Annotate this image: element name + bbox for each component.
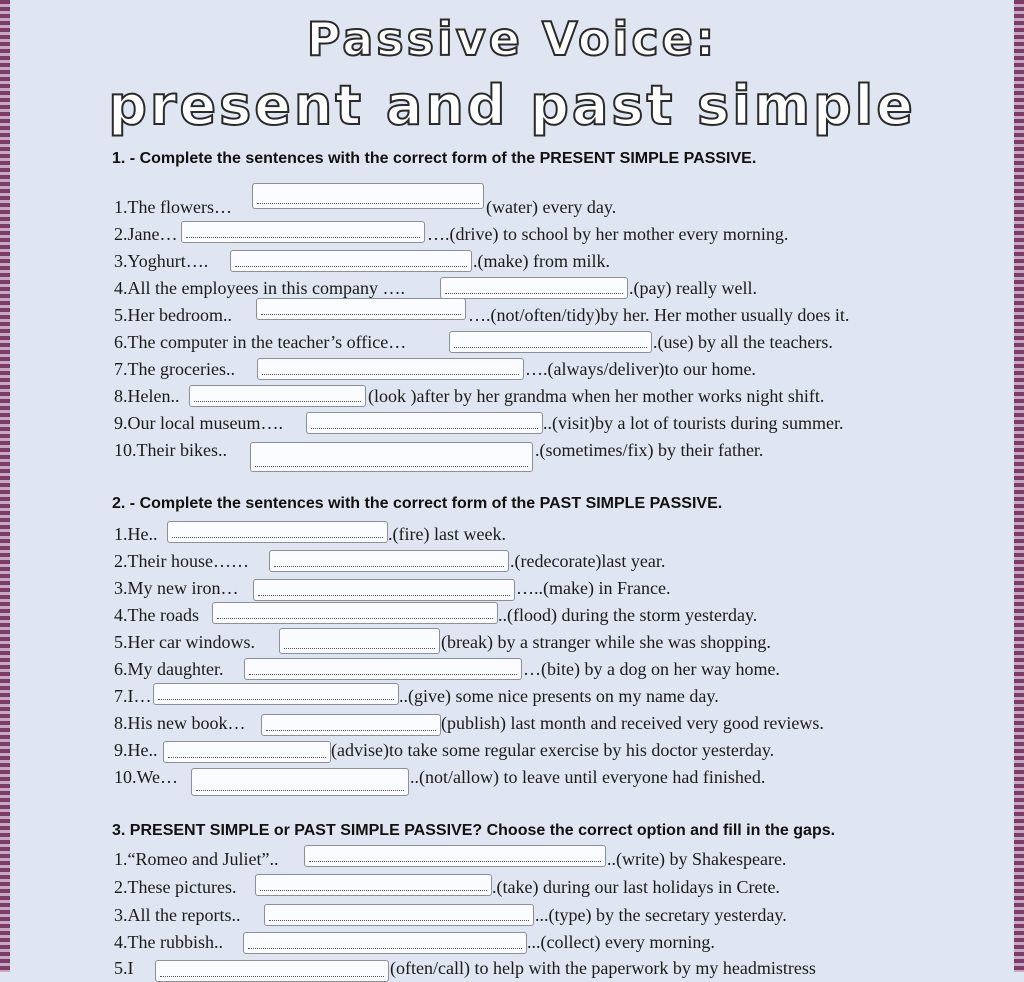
answer-gap-1-1[interactable] [252,183,484,209]
exercise-2-6-rest: …(bite) by a dog on her way home. [523,659,780,679]
exercise-1-1-rest: (water) every day. [486,197,617,217]
exercise-1-6-rest: .(use) by all the teachers. [653,332,833,352]
exercise-2-2-rest: .(redecorate)last year. [510,551,666,571]
exercise-1-7-rest: ….(always/deliver)to our home. [525,359,756,379]
exercise-2-1: 1.He.. [114,524,158,544]
exercise-2-7-rest: ..(give) some nice presents on my name day. [399,686,719,706]
answer-gap-2-2[interactable] [269,550,509,572]
answer-gap-1-2[interactable] [181,221,425,243]
exercise-2-3: 3.My new iron… [114,578,239,598]
exercise-1-3: 3.Yoghurt…. [114,251,209,271]
answer-gap-2-3[interactable] [253,579,515,601]
exercise-2-6: 6.My daughter. [114,659,224,679]
exercise-1-4: 4.All the employees in this company …. [114,278,405,298]
exercise-1-8-rest: (look )after by her grandma when her mother works night shift. [368,386,825,406]
exercise-1-4-rest: .(pay) really well. [629,278,757,298]
answer-gap-2-6[interactable] [244,658,522,680]
exercise-1-9: 9.Our local museum…. [114,413,283,433]
exercise-3-5-rest: (often/call) to help with the paperwork by my headmistress [390,958,816,978]
section-1-heading: 1. - Complete the sentences with the correct form of the PRESENT SIMPLE PASSIVE. [112,150,757,167]
exercise-2-4-rest: ..(flood) during the storm yesterday. [498,605,758,625]
exercise-2-5-rest: (break) by a stranger while she was shopping. [441,632,771,652]
exercise-2-9-rest: (advise)to take some regular exercise by his doctor yesterday. [331,740,775,760]
section-3-heading: 3. PRESENT SIMPLE or PAST SIMPLE PASSIVE? Choose the correct option and fill in the gaps. [112,822,836,839]
exercise-2-8-rest: (publish) last month and received very good reviews. [441,713,824,733]
exercise-1-5-rest: ….(not/often/tidy)by her. Her mother usually does it. [468,305,850,325]
exercise-3-2: 2.These pictures. [114,877,237,897]
exercise-3-1-rest: ..(write) by Shakespeare. [607,849,787,869]
exercise-1-10-rest: .(sometimes/fix) by their father. [535,440,764,460]
answer-gap-2-5[interactable] [279,628,440,654]
answer-gap-1-9[interactable] [306,412,543,434]
exercise-1-9-rest: ..(visit)by a lot of tourists during summer. [543,413,844,433]
answer-gap-2-7[interactable] [153,683,399,705]
answer-gap-2-9[interactable] [163,741,331,763]
exercise-2-10: 10.We… [114,767,179,787]
exercise-2-7: 7.I… [114,686,152,706]
exercise-3-2-rest: .(take) during our last holidays in Crete. [492,877,780,897]
exercise-1-8: 8.Helen.. [114,386,180,406]
exercise-1-3-rest: .(make) from milk. [473,251,610,271]
exercise-2-5: 5.Her car windows. [114,632,255,652]
exercise-2-4: 4.The roads [114,605,199,625]
exercise-2-8: 8.His new book… [114,713,246,733]
exercise-1-10: 10.Their bikes.. [114,440,227,460]
answer-gap-3-5[interactable] [155,960,389,982]
exercise-1-2-rest: ….(drive) to school by her mother every morning. [427,224,789,244]
exercise-3-1: 1.“Romeo and Juliet”.. [114,849,279,869]
answer-gap-2-10[interactable] [191,768,409,796]
exercise-3-4: 4.The rubbish.. [114,932,223,952]
answer-gap-1-3[interactable] [230,250,472,272]
answer-gap-3-4[interactable] [243,932,527,954]
exercise-3-5: 5.I [114,958,134,978]
answer-gap-1-6[interactable] [449,331,652,353]
answer-gap-1-5[interactable] [256,298,466,320]
answer-gap-2-4[interactable] [212,602,498,624]
exercise-1-2: 2.Jane… [114,224,178,244]
right-decorative-border [1014,0,1024,972]
exercise-2-1-rest: .(fire) last week. [388,524,506,544]
answer-gap-1-7[interactable] [257,358,524,380]
answer-gap-3-3[interactable] [264,904,534,926]
left-decorative-border [0,0,10,972]
exercise-2-10-rest: ..(not/allow) to leave until everyone had finished. [410,767,766,787]
exercise-2-3-rest: …..(make) in France. [516,578,671,598]
exercise-1-7: 7.The groceries.. [114,359,235,379]
exercise-1-5: 5.Her bedroom.. [114,305,232,325]
answer-gap-1-8[interactable] [189,385,366,407]
worksheet-title-line-1: Passive Voice: [306,12,718,66]
exercise-2-9: 9.He.. [114,740,158,760]
exercise-3-3-rest: ...(type) by the secretary yesterday. [535,905,787,925]
section-2-heading: 2. - Complete the sentences with the correct form of the PAST SIMPLE PASSIVE. [112,495,723,512]
answer-gap-3-2[interactable] [255,874,492,896]
exercise-1-1: 1.The flowers… [114,197,232,217]
answer-gap-1-4[interactable] [440,277,628,299]
answer-gap-1-10[interactable] [250,442,533,472]
answer-gap-2-1[interactable] [167,521,388,543]
exercise-1-6: 6.The computer in the teacher’s office… [114,332,407,352]
exercise-3-3: 3.All the reports.. [114,905,241,925]
exercise-3-4-rest: ...(collect) every morning. [527,932,715,952]
worksheet-title-line-2: present and past simple [108,74,916,137]
answer-gap-2-8[interactable] [261,714,441,736]
answer-gap-3-1[interactable] [304,845,606,867]
exercise-2-2: 2.Their house…… [114,551,249,571]
